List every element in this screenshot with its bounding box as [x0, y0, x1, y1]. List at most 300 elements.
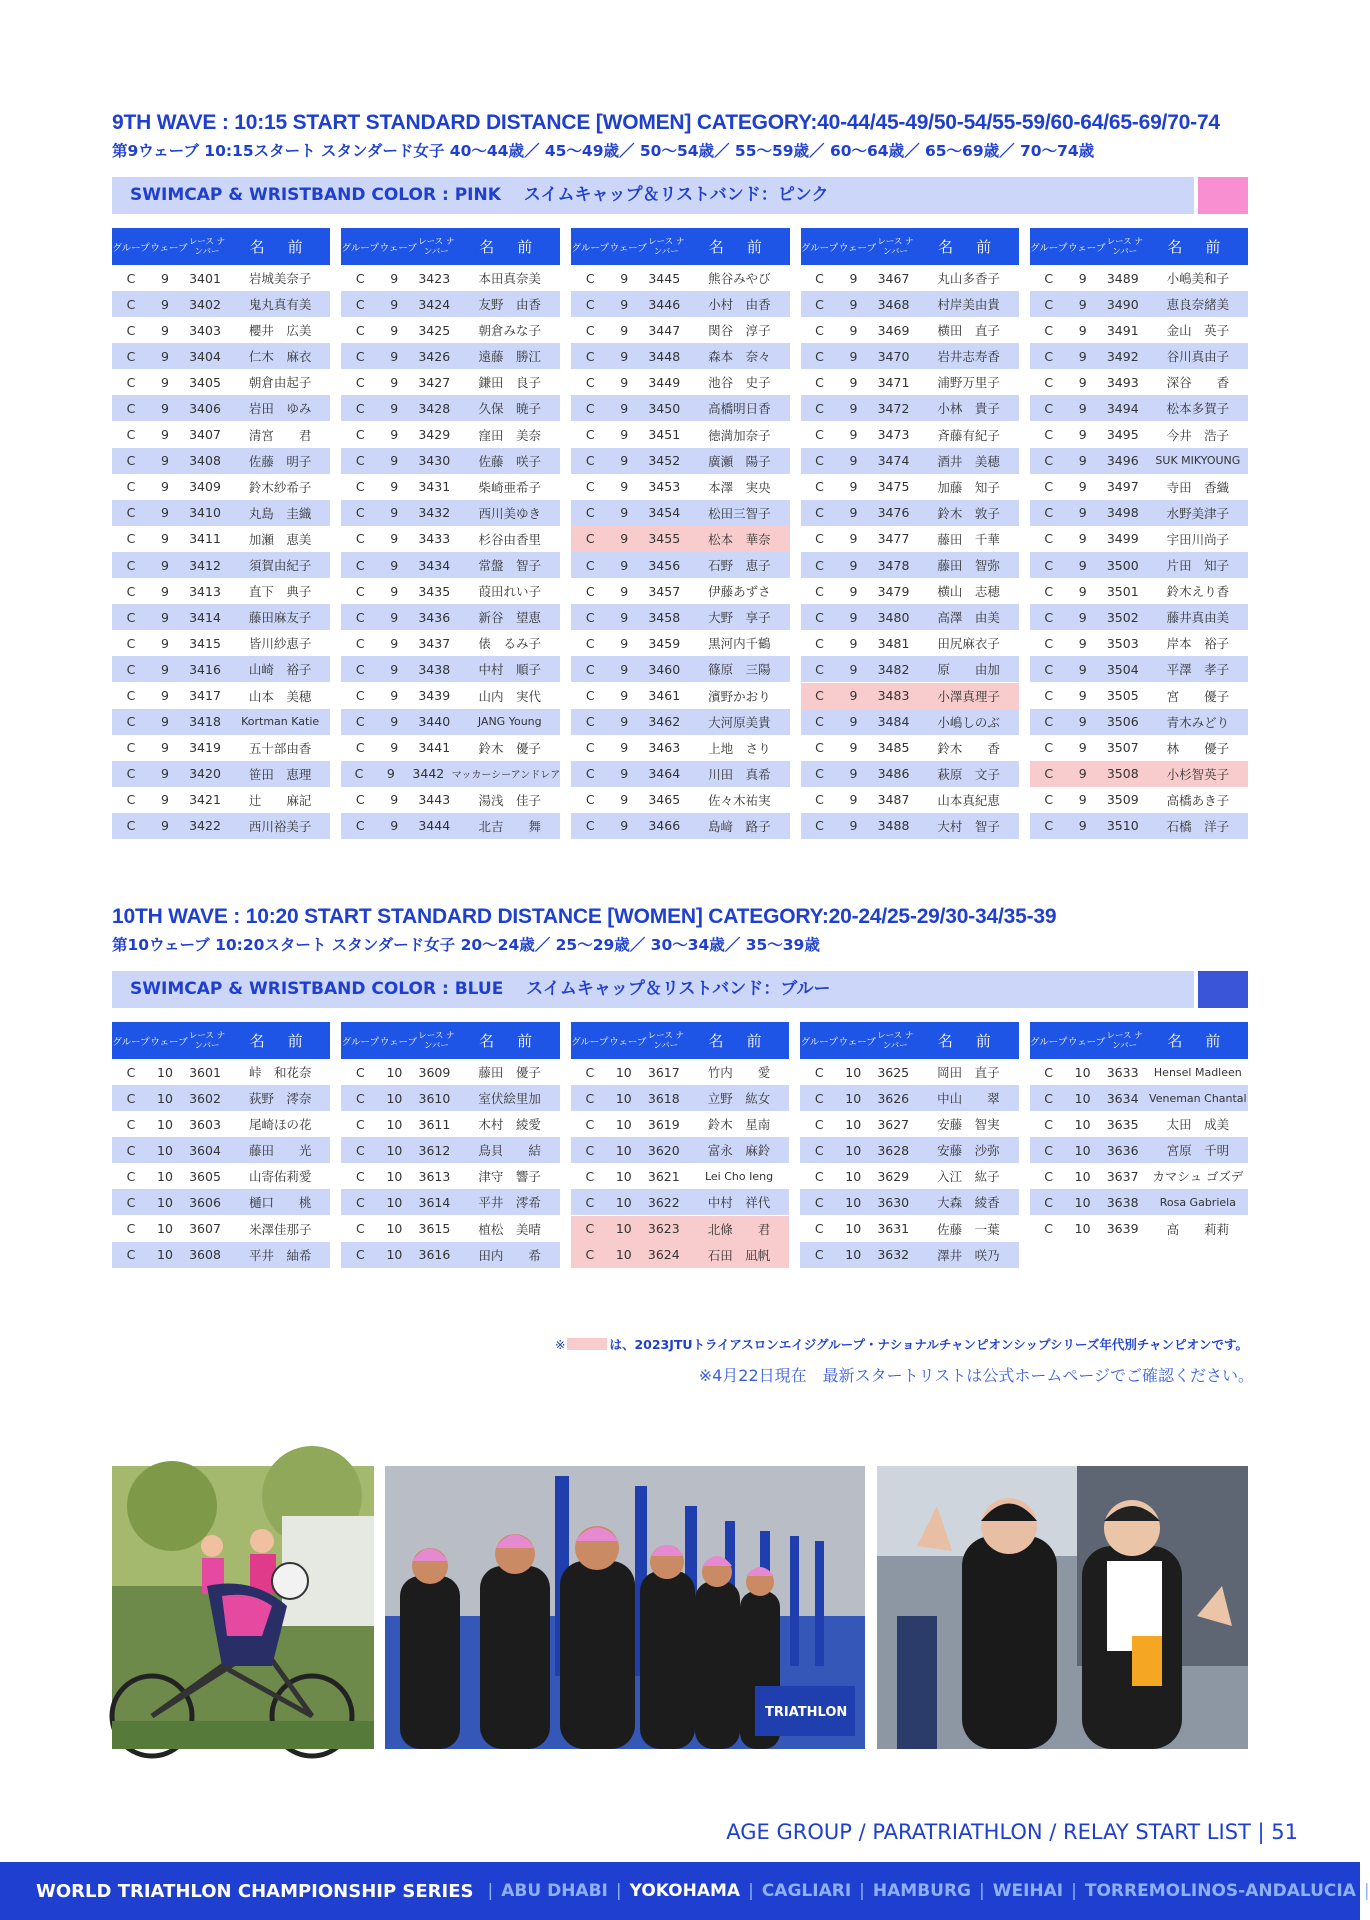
- cell-name: 萩原 文子: [937, 766, 1000, 782]
- cell-name: 朝倉由起子: [248, 375, 312, 391]
- cell-name: 石野 恵子: [708, 558, 771, 574]
- cell-name: 恵良奈緒美: [1166, 297, 1230, 313]
- cell-race-number: 3633: [1106, 1064, 1139, 1080]
- cell-group: C: [585, 1247, 595, 1263]
- cell-wave: 9: [849, 635, 858, 651]
- table-row: [1030, 395, 1248, 421]
- cell-wave: 9: [390, 583, 399, 599]
- cell-group: C: [814, 1142, 824, 1158]
- table-header: [801, 228, 1019, 265]
- cell-name: 津守 響子: [478, 1169, 541, 1185]
- cell-race-number: 3446: [648, 296, 681, 312]
- header-group: グループ: [112, 1036, 150, 1048]
- cell-race-number: 3604: [189, 1142, 221, 1158]
- start-list-table: [341, 228, 560, 839]
- cell-wave: 9: [1078, 322, 1087, 338]
- table-header: [1030, 228, 1248, 265]
- cell-race-number: 3466: [648, 818, 681, 834]
- cell-group: C: [1044, 583, 1054, 599]
- table-row: [112, 1242, 330, 1268]
- cell-wave: 10: [615, 1194, 632, 1210]
- cell-group: C: [585, 1090, 595, 1106]
- table-row: [800, 1111, 1018, 1137]
- start-list-table: [1030, 1022, 1248, 1268]
- cell-name: 島﨑 路子: [708, 818, 771, 834]
- cell-wave: 9: [620, 348, 629, 364]
- cell-wave: 9: [849, 270, 858, 286]
- cell-group: C: [355, 348, 365, 364]
- cell-wave: 10: [615, 1090, 632, 1106]
- cell-group: C: [355, 557, 365, 573]
- table-row: [571, 578, 789, 604]
- cell-name: 鈴木 敦子: [937, 505, 1000, 521]
- table-row: [571, 656, 789, 682]
- cell-name: 藤田 光: [248, 1143, 312, 1159]
- cell-race-number: 3489: [1106, 270, 1139, 286]
- cell-name: 杉谷由香里: [478, 531, 541, 547]
- cell-group: C: [815, 557, 824, 573]
- cell-name: 鈴木えり香: [1166, 584, 1230, 600]
- cell-name: 佐藤 一葉: [937, 1221, 1000, 1237]
- cell-wave: 9: [1078, 766, 1087, 782]
- city-yokohama[interactable]: YOKOHAMA: [629, 1881, 741, 1901]
- cell-wave: 9: [620, 714, 629, 730]
- cell-wave: 9: [849, 583, 858, 599]
- cell-name: 立野 紘女: [707, 1091, 771, 1107]
- cell-race-number: 3456: [648, 557, 681, 573]
- cell-name: 篠原 三陽: [708, 662, 771, 678]
- wave-9-cap-bar: [112, 177, 1248, 214]
- cell-race-number: 3497: [1106, 479, 1139, 495]
- cell-race-number: 3465: [648, 792, 681, 808]
- cell-race-number: 3415: [189, 635, 221, 651]
- cell-group: C: [356, 1116, 365, 1132]
- cell-group: C: [1044, 1142, 1053, 1158]
- table-row: [112, 1163, 330, 1189]
- table-row: [112, 735, 330, 761]
- cell-group: C: [585, 583, 595, 599]
- cell-group: C: [126, 531, 136, 547]
- cell-group: C: [126, 322, 136, 338]
- cell-group: C: [585, 531, 595, 547]
- cell-name: 入江 紘子: [937, 1169, 1000, 1185]
- cell-race-number: 3473: [877, 427, 910, 443]
- table-row: [571, 317, 789, 343]
- cell-race-number: 3444: [418, 818, 451, 834]
- start-list-table: [1030, 228, 1248, 839]
- cell-group: C: [585, 479, 595, 495]
- cell-group: C: [1044, 740, 1054, 756]
- cell-group: C: [126, 427, 136, 443]
- cell-race-number: 3438: [418, 661, 451, 677]
- cell-wave: 10: [1074, 1064, 1091, 1080]
- cell-wave: 9: [620, 453, 629, 469]
- cell-race-number: 3487: [877, 792, 910, 808]
- table-row: [800, 1059, 1018, 1085]
- table-row: [801, 578, 1019, 604]
- cell-wave: 10: [615, 1064, 632, 1080]
- cell-name: 櫻井 広美: [248, 323, 312, 339]
- header-group: グループ: [571, 1036, 609, 1048]
- cell-race-number: 3451: [648, 427, 681, 443]
- cell-group: C: [585, 505, 595, 521]
- cell-name: 高 莉莉: [1166, 1221, 1230, 1237]
- cell-group: C: [126, 505, 136, 521]
- cell-wave: 10: [845, 1142, 862, 1158]
- cell-wave: 9: [161, 661, 169, 677]
- cell-race-number: 3504: [1106, 661, 1139, 677]
- header-group: グループ: [1030, 1036, 1068, 1048]
- cell-wave: 9: [161, 792, 169, 808]
- cell-wave: 9: [1078, 818, 1087, 834]
- cell-group: C: [126, 1142, 136, 1158]
- cell-race-number: 3496: [1106, 453, 1139, 469]
- cell-race-number: 3470: [877, 348, 910, 364]
- cell-name: 仁木 麻衣: [248, 349, 312, 365]
- cell-wave: 9: [390, 453, 399, 469]
- cell-wave: 9: [390, 479, 399, 495]
- header-wave: ウェーブ: [609, 242, 647, 254]
- cell-group: C: [355, 296, 365, 312]
- table-row: [571, 265, 789, 291]
- cell-race-number: 3494: [1106, 400, 1139, 416]
- cell-wave: 9: [849, 374, 858, 390]
- cell-group: C: [355, 374, 365, 390]
- city-hamburg[interactable]: HAMBURG: [872, 1881, 971, 1901]
- start-list-table: [571, 1022, 789, 1268]
- cell-name: 松本 華奈: [708, 531, 771, 547]
- table-row: [571, 604, 789, 630]
- cell-name: 宮原 千明: [1166, 1143, 1230, 1159]
- cell-wave: 9: [1078, 557, 1087, 573]
- cell-name: 佐藤 咲子: [478, 453, 541, 469]
- table-row: [1030, 317, 1248, 343]
- cell-wave: 9: [1078, 400, 1087, 416]
- table-row: [341, 1163, 559, 1189]
- cell-race-number: 3635: [1106, 1116, 1139, 1132]
- table-row: [341, 1085, 559, 1111]
- cell-group: C: [815, 766, 824, 782]
- table-row: [1030, 448, 1248, 474]
- table-row: [1030, 265, 1248, 291]
- cell-name: 室伏絵里加: [478, 1091, 541, 1107]
- cell-name: 山崎 裕子: [248, 662, 312, 678]
- cell-group: C: [126, 688, 136, 703]
- cell-wave: 9: [390, 427, 399, 443]
- cell-name: 西川裕美子: [248, 818, 312, 834]
- table-row: [571, 630, 789, 656]
- cell-wave: 9: [620, 635, 629, 651]
- cell-name: 鈴木 星南: [707, 1117, 771, 1133]
- header-wave: ウェーブ: [150, 242, 188, 254]
- cell-name: 安藤 沙弥: [937, 1143, 1000, 1159]
- cell-race-number: 3492: [1106, 348, 1139, 364]
- table-row: [571, 552, 789, 578]
- cell-group: C: [585, 1168, 595, 1184]
- cell-race-number: 3462: [648, 714, 681, 730]
- cell-group: C: [1044, 427, 1054, 443]
- city-weihai[interactable]: WEIHAI: [992, 1881, 1064, 1901]
- wave-9-title: 9TH WAVE : 10:15 START STANDARD DISTANCE [WOMEN] CATEGORY:40-44/45-49/50-54/55-59/60-64/65-69/70-74: [112, 111, 1220, 134]
- cell-name: 平澤 孝子: [1166, 662, 1230, 678]
- cell-wave: 9: [1078, 505, 1087, 521]
- table-row: [1030, 1216, 1248, 1242]
- cell-wave: 9: [161, 609, 169, 625]
- table-row: [1030, 1059, 1248, 1085]
- wave-9-tables: [112, 228, 1248, 839]
- cell-wave: 9: [161, 296, 169, 312]
- cell-name: JANG Young: [477, 715, 542, 729]
- cell-name: 木村 綾愛: [478, 1117, 541, 1133]
- cell-group: C: [815, 453, 824, 469]
- cell-name: 大野 享子: [708, 610, 771, 626]
- cell-wave: 9: [620, 479, 629, 495]
- cell-race-number: 3488: [877, 818, 910, 834]
- cell-group: C: [355, 714, 365, 730]
- cell-name: 峠 和花奈: [248, 1065, 312, 1080]
- cell-race-number: 3435: [418, 583, 451, 599]
- cell-wave: 9: [161, 427, 169, 443]
- table-row: [1030, 630, 1248, 656]
- table-row: [341, 813, 560, 839]
- cell-name: 小嶋しのぶ: [937, 714, 1000, 730]
- cell-name: 富永 麻鈴: [707, 1143, 771, 1159]
- cell-group: C: [815, 792, 824, 808]
- cell-race-number: 3420: [189, 766, 221, 782]
- cell-race-number: 3471: [877, 374, 910, 390]
- cell-race-number: 3622: [647, 1194, 680, 1210]
- cell-name: 佐藤 明子: [248, 453, 312, 469]
- table-row: [801, 709, 1019, 735]
- cell-group: C: [126, 740, 136, 756]
- cell-race-number: 3477: [877, 531, 910, 547]
- table-row: [341, 630, 560, 656]
- cell-name: 大村 智子: [937, 818, 1000, 834]
- cell-group: C: [815, 609, 824, 625]
- cell-group: C: [1044, 374, 1054, 390]
- cell-name: 久保 暁子: [478, 401, 541, 417]
- cell-race-number: 3436: [418, 609, 451, 625]
- city-cagliari[interactable]: CAGLIARI: [761, 1881, 852, 1901]
- cell-race-number: 3606: [189, 1194, 221, 1210]
- cell-name: 荻野 澪奈: [248, 1091, 312, 1107]
- table-row: [341, 656, 560, 682]
- cell-group: C: [814, 1064, 824, 1080]
- cell-name: 藤田麻友子: [248, 610, 312, 626]
- cell-group: C: [814, 1168, 824, 1184]
- cell-name: 五十部由香: [248, 740, 312, 756]
- cell-group: C: [585, 427, 595, 443]
- cell-race-number: 3455: [648, 531, 681, 547]
- cell-group: C: [355, 400, 365, 416]
- cell-wave: 9: [849, 400, 858, 416]
- cell-group: C: [1044, 322, 1054, 338]
- table-header: [112, 228, 330, 265]
- cell-race-number: 3479: [877, 583, 910, 599]
- cell-name: SUK MIKYOUNG: [1155, 454, 1241, 468]
- cell-wave: 10: [845, 1090, 862, 1106]
- cell-race-number: 3495: [1106, 427, 1139, 443]
- table-row: [112, 630, 330, 656]
- wave-10-title: 10TH WAVE : 10:20 START STANDARD DISTANCE [WOMEN] CATEGORY:20-24/25-29/30-34/35-39: [112, 905, 1057, 928]
- cell-group: C: [815, 818, 824, 834]
- city-torremolinos[interactable]: TORREMOLINOS-ANDALUCIA: [1084, 1881, 1356, 1901]
- start-list-table: [112, 1022, 330, 1268]
- city-abu-dhabi[interactable]: ABU DHABI: [501, 1881, 608, 1901]
- cell-name: 岩田 ゆみ: [248, 401, 312, 417]
- cell-name: 森本 奈々: [708, 349, 771, 365]
- cell-group: C: [1044, 557, 1054, 573]
- table-row: [800, 1163, 1018, 1189]
- cell-name: 笹田 恵理: [248, 766, 312, 782]
- cell-race-number: 3469: [877, 322, 910, 338]
- cell-wave: 9: [390, 505, 399, 521]
- header-wave: ウェーブ: [838, 1036, 876, 1048]
- cell-group: C: [1044, 792, 1054, 808]
- table-row: [341, 291, 560, 317]
- cell-wave: 9: [1078, 374, 1087, 390]
- cell-wave: 9: [390, 635, 399, 651]
- cell-race-number: 3637: [1106, 1168, 1139, 1184]
- table-row: [112, 526, 330, 552]
- cell-race-number: 3414: [189, 609, 221, 625]
- cell-wave: 9: [390, 688, 399, 703]
- table-row: [571, 1137, 789, 1163]
- cell-group: C: [815, 583, 824, 599]
- cell-wave: 9: [390, 400, 399, 416]
- cell-wave: 9: [161, 400, 169, 416]
- cell-group: C: [815, 635, 824, 651]
- cell-name: 新谷 望恵: [478, 610, 541, 626]
- table-row: [1030, 422, 1248, 448]
- cell-race-number: 3421: [189, 792, 221, 808]
- cell-wave: 9: [390, 531, 399, 547]
- cell-wave: 9: [161, 635, 169, 651]
- cell-name: 斉藤有紀子: [937, 427, 1000, 443]
- cell-group: C: [585, 453, 595, 469]
- table-row: [341, 500, 560, 526]
- table-row: [112, 1216, 330, 1242]
- cell-wave: 10: [157, 1090, 173, 1106]
- cell-race-number: 3404: [189, 348, 221, 364]
- table-row: [112, 1111, 330, 1137]
- table-row: [112, 291, 330, 317]
- cell-wave: 9: [620, 427, 629, 443]
- cell-race-number: 3485: [877, 740, 910, 756]
- cell-name: 石橋 洋子: [1166, 818, 1230, 834]
- cell-race-number: 3615: [418, 1221, 451, 1237]
- table-header: [571, 228, 789, 265]
- table-row: [1030, 787, 1248, 813]
- cell-group: C: [585, 635, 595, 651]
- table-row: [112, 683, 330, 709]
- cell-wave: 9: [849, 557, 858, 573]
- cell-group: C: [585, 1221, 595, 1237]
- table-header: [1030, 1022, 1248, 1059]
- cell-wave: 10: [386, 1064, 403, 1080]
- cell-group: C: [126, 1194, 136, 1210]
- cell-name: 山本真紀恵: [937, 792, 1000, 808]
- header-name: 名 前: [708, 238, 766, 256]
- cell-race-number: 3508: [1106, 766, 1139, 782]
- table-row: [1030, 369, 1248, 395]
- header-name: 名 前: [708, 1032, 766, 1050]
- cell-name: 本澤 実央: [708, 479, 771, 495]
- cell-group: C: [354, 766, 364, 782]
- table-row: [1030, 813, 1248, 839]
- cell-group: C: [585, 296, 595, 312]
- header-group: グループ: [1030, 242, 1068, 254]
- cell-wave: 10: [1074, 1116, 1091, 1132]
- cell-wave: 9: [620, 296, 629, 312]
- cell-group: C: [126, 1247, 136, 1263]
- cell-group: C: [356, 1221, 365, 1237]
- cell-race-number: 3441: [418, 740, 451, 756]
- table-header: [571, 1022, 789, 1059]
- cell-group: C: [1044, 453, 1054, 469]
- cell-race-number: 3613: [418, 1168, 451, 1184]
- header-wave: ウェーブ: [150, 1036, 188, 1048]
- cell-group: C: [1044, 714, 1054, 730]
- wave-10-section: [112, 904, 1248, 1268]
- photo-finishers: [877, 1466, 1248, 1749]
- cell-group: C: [126, 1116, 136, 1132]
- cell-race-number: 3410: [189, 505, 221, 521]
- header-group: グループ: [341, 242, 379, 254]
- header-wave: ウェーブ: [1068, 242, 1106, 254]
- cell-name: 田尻麻衣子: [937, 636, 1000, 652]
- cell-race-number: 3509: [1106, 792, 1139, 808]
- cell-race-number: 3486: [877, 766, 910, 782]
- cell-wave: 10: [845, 1194, 862, 1210]
- cell-name: 宇田川尚子: [1166, 531, 1230, 547]
- cell-wave: 10: [157, 1064, 173, 1080]
- table-row: [571, 1059, 789, 1085]
- cell-race-number: 3405: [189, 374, 221, 390]
- cell-race-number: 3449: [648, 374, 681, 390]
- cell-wave: 9: [161, 688, 169, 703]
- cell-race-number: 3412: [189, 557, 221, 573]
- cell-group: C: [585, 792, 595, 808]
- cell-group: C: [585, 374, 595, 390]
- cell-group: C: [585, 740, 595, 756]
- cell-wave: 9: [1078, 583, 1087, 599]
- table-row: [112, 813, 330, 839]
- cell-group: C: [126, 400, 136, 416]
- cell-wave: 9: [161, 740, 169, 756]
- cell-wave: 10: [386, 1090, 403, 1106]
- cell-group: C: [1044, 1221, 1053, 1237]
- cell-race-number: 3502: [1106, 609, 1139, 625]
- table-row: [112, 317, 330, 343]
- table-row: [341, 735, 560, 761]
- cell-name: Kortman Katie: [241, 715, 320, 729]
- cell-race-number: 3478: [877, 557, 910, 573]
- cell-name: 中山 翠: [937, 1091, 1000, 1107]
- cell-race-number: 3464: [648, 766, 681, 782]
- cell-group: C: [585, 1142, 595, 1158]
- cell-group: C: [1044, 661, 1054, 677]
- cell-race-number: 3630: [877, 1194, 910, 1210]
- cell-name: 濱野かおり: [708, 688, 771, 704]
- table-row: [571, 1111, 789, 1137]
- table-row: [801, 552, 1019, 578]
- start-list-table: [112, 228, 330, 839]
- cell-group: C: [1044, 1064, 1053, 1080]
- cell-name: 澤井 咲乃: [937, 1247, 1000, 1263]
- cell-wave: 9: [1078, 661, 1087, 677]
- table-row: [1030, 1111, 1248, 1137]
